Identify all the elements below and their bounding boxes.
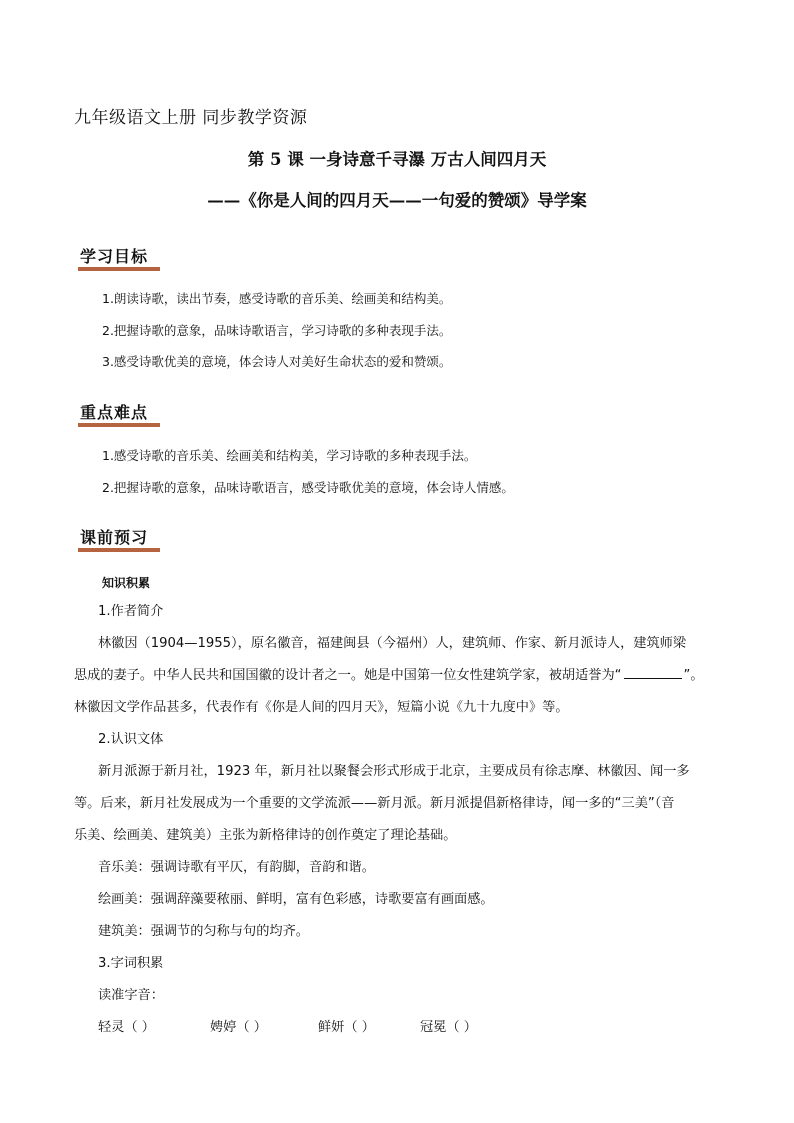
pronounce-item: 鲜妍（ ） xyxy=(318,1020,375,1035)
section-heading-label: 重点难点 xyxy=(80,403,149,422)
section-heading-underline xyxy=(78,423,160,427)
fill-in-blank[interactable] xyxy=(624,664,682,679)
lesson-title: 第 5 课 一身诗意千寻瀑 万古人间四月天 xyxy=(247,150,547,169)
goal-item-3: 3.感受诗歌优美的意境，体会诗人对美好生命状态的爱和赞颂。 xyxy=(102,354,452,369)
architecture-beauty-text: 建筑美：强调节的匀称与句的均齐。 xyxy=(98,924,309,939)
author-line-2 xyxy=(74,664,704,683)
genre-title: 2.认识文体 xyxy=(98,732,164,747)
words-title: 3.字词积累 xyxy=(98,956,164,971)
genre-line-1: 新月派源于新月社，1923 年，新月社以聚餐会形式形成于北京，主要成员有徐志摩、林徽因、闻一多 xyxy=(98,764,690,779)
goal-item-1: 1.朗读诗歌，读出节奏，感受诗歌的音乐美、绘画美和结构美。 xyxy=(102,291,452,306)
genre-line-2: 等。后来，新月社发展成为一个重要的文学流派——新月派。新月派提倡新格律诗，闻一多的“三美”（音 xyxy=(74,796,675,811)
pronounce-item: 娉婷（ ） xyxy=(210,1020,267,1035)
author-line-3: 林徽因文学作品甚多，代表作有《你是人间的四月天》，短篇小说《九十九度中》等。 xyxy=(74,700,569,715)
key-point-item-1: 1.感受诗歌的音乐美、绘画美和结构美，学习诗歌的多种表现手法。 xyxy=(102,448,477,463)
pronounce-item: 轻灵（ ） xyxy=(98,1020,155,1035)
section-heading-underline xyxy=(78,548,160,552)
goal-item-2: 2.把握诗歌的意象，品味诗歌语言，学习诗歌的多种表现手法。 xyxy=(102,323,452,338)
music-beauty-text: 音乐美：强调诗歌有平仄，有韵脚，音韵和谐。 xyxy=(98,860,375,875)
pronounce-title: 读准字音： xyxy=(98,988,164,1003)
author-line-1: 林徽因（1904—1955），原名徽音，福建闽县（今福州）人，建筑师、作家、新月派诗人，建筑师梁 xyxy=(98,636,687,651)
author-line-2-end: ”。 xyxy=(683,668,704,683)
lesson-subtitle: ——《你是人间的四月天——一句爱的赞颂》导学案 xyxy=(207,191,587,210)
section-heading-goals xyxy=(80,244,148,267)
section-heading-preview xyxy=(80,525,148,548)
pronounce-item: 冠冕（ ） xyxy=(420,1020,477,1035)
genre-line-3: 乐美、绘画美、建筑美）主张为新格律诗的创作奠定了理论基础。 xyxy=(74,828,457,843)
section-heading-label: 课前预习 xyxy=(80,528,149,547)
section-heading-underline xyxy=(78,267,160,271)
header-text: 九年级语文上册 同步教学资源 xyxy=(74,108,308,128)
author-intro-title: 1.作者简介 xyxy=(98,604,164,619)
key-point-item-2: 2.把握诗歌的意象，品味诗歌语言，感受诗歌优美的意境，体会诗人情感。 xyxy=(102,480,514,495)
painting-beauty-text: 绘画美：强调辞藻要秾丽、鲜明，富有色彩感，诗歌要富有画面感。 xyxy=(98,892,494,907)
author-line-2-text: 思成的妻子。中华人民共和国国徽的设计者之一。她是中国第一位女性建筑学家，被胡适誉为“ xyxy=(74,668,622,683)
knowledge-subheading: 知识积累 xyxy=(102,576,151,590)
section-heading-key-points xyxy=(80,400,148,423)
section-heading-label: 学习目标 xyxy=(80,247,149,266)
